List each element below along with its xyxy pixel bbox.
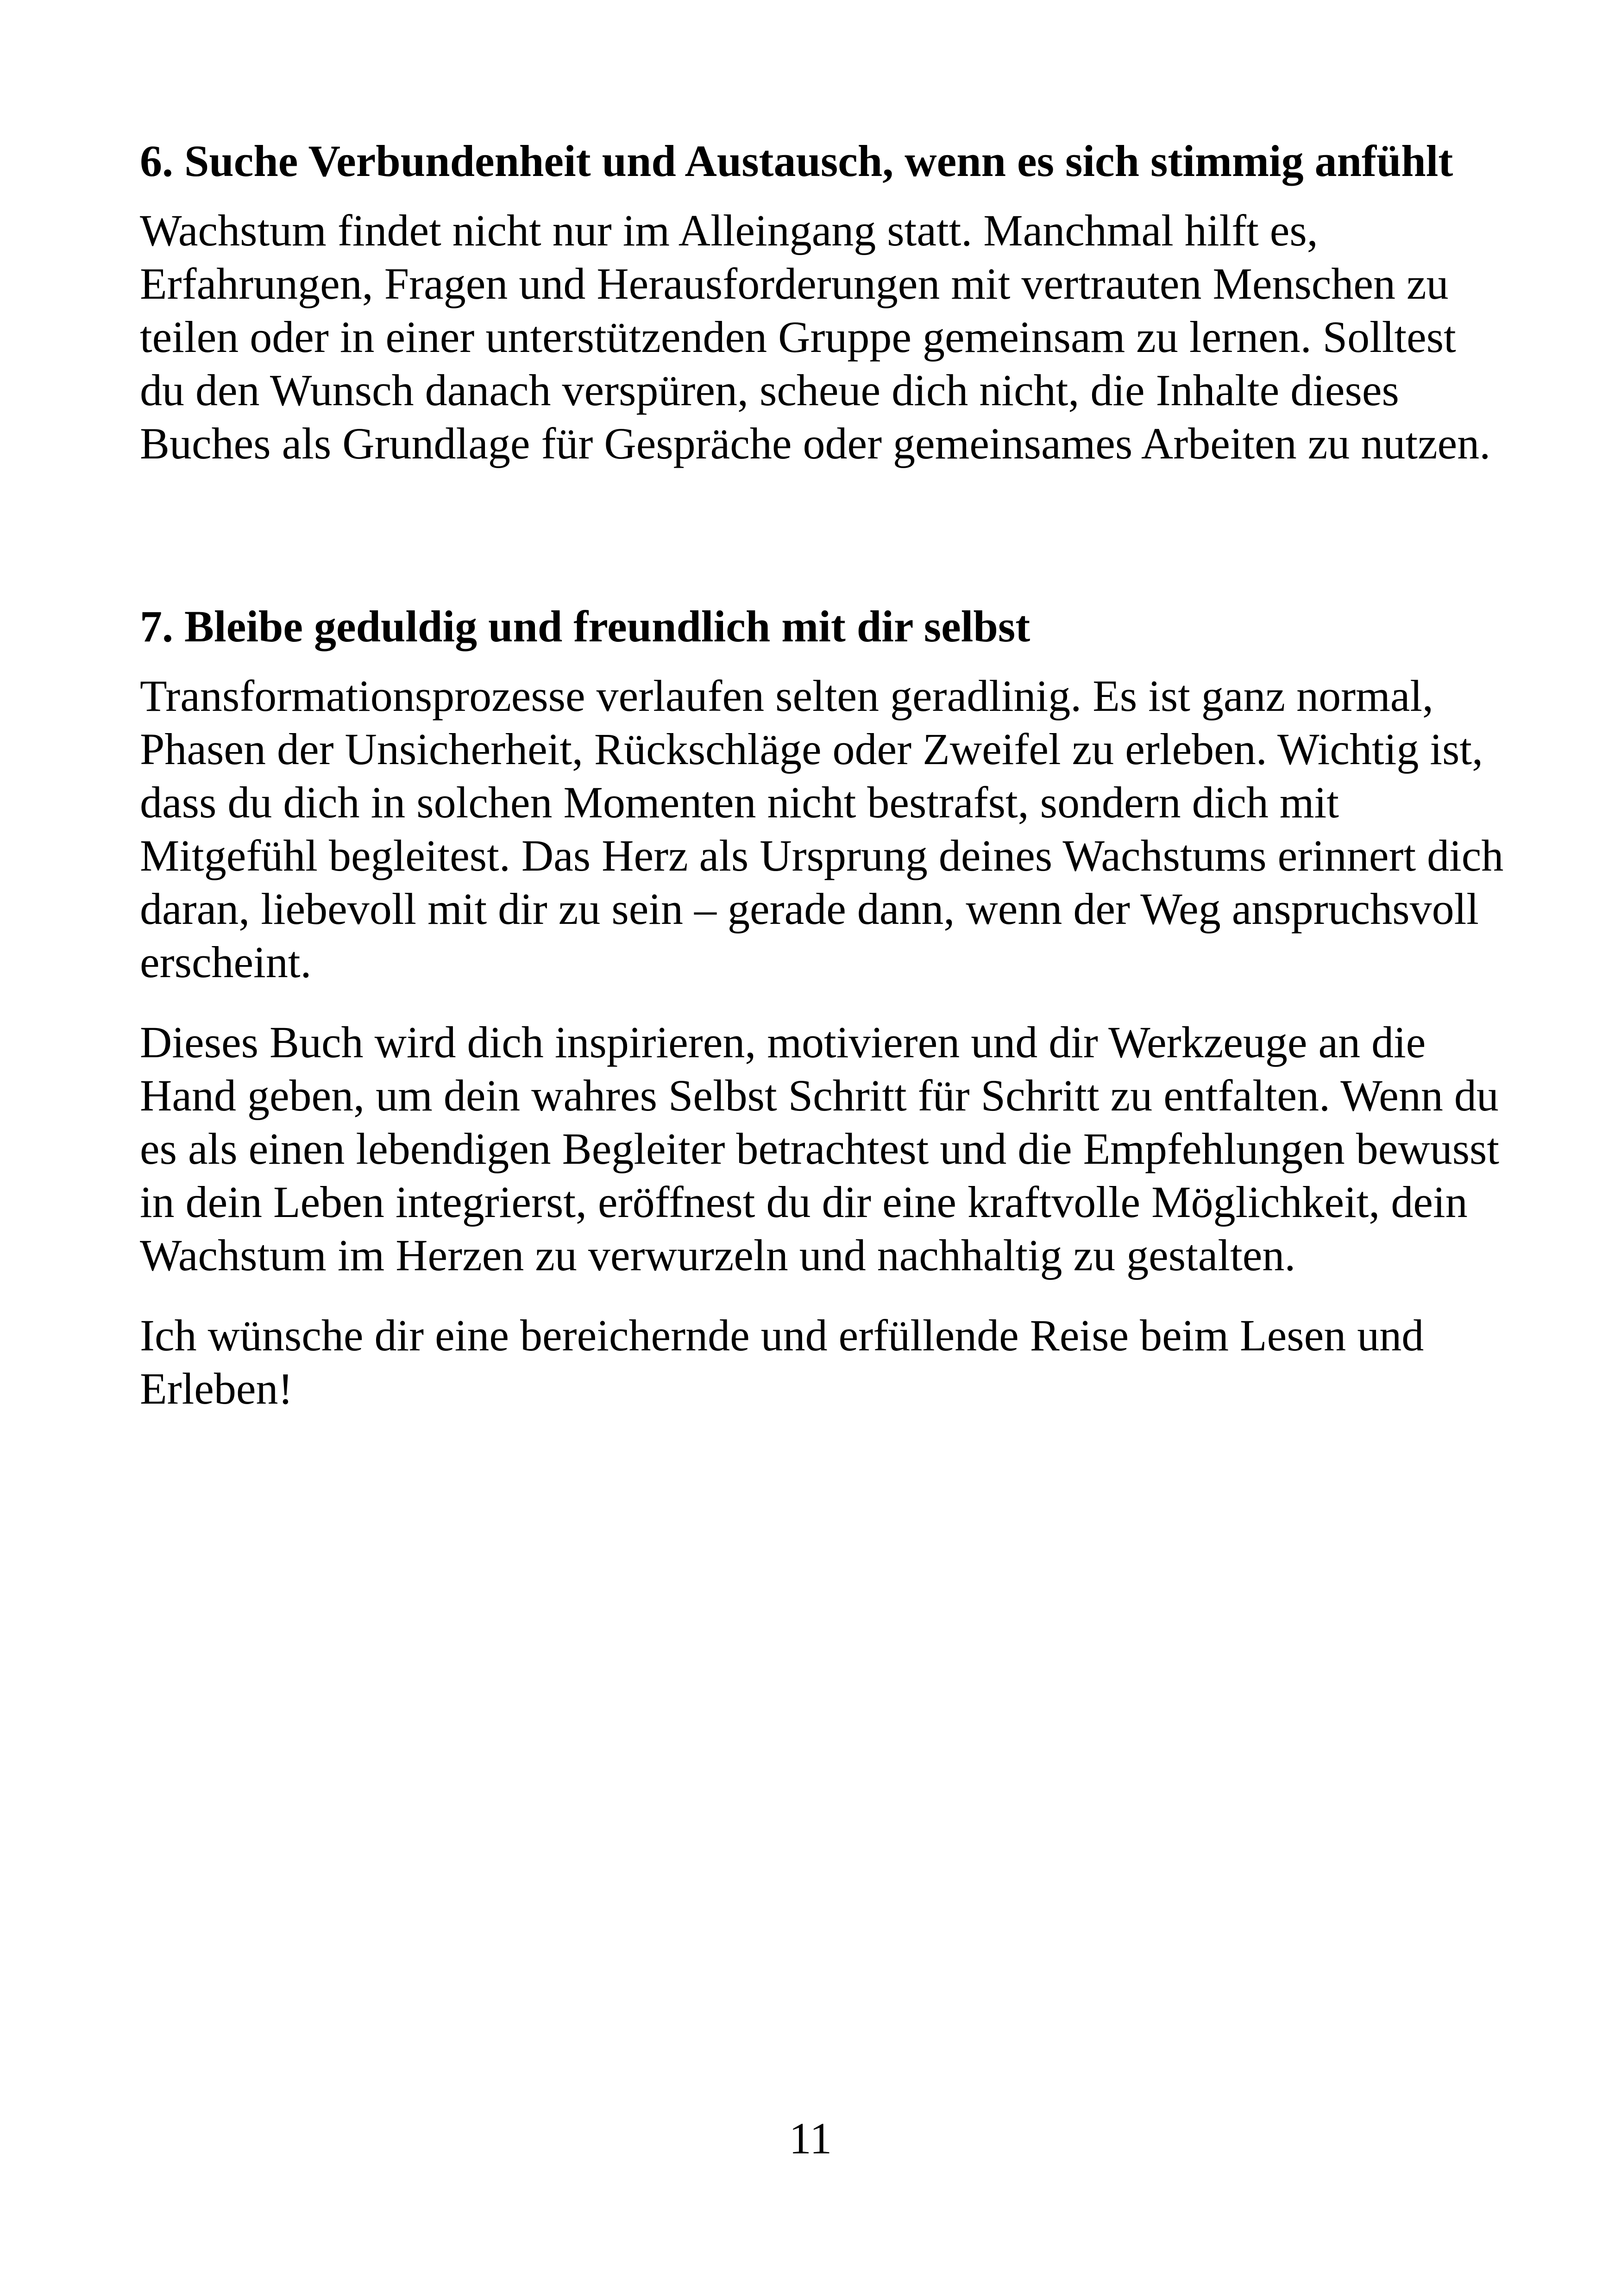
body-paragraph: Wachstum findet nicht nur im Alleingang statt. Manchmal hilft es, Erfahrungen, Fragen und Herausforderungen mit vertrauten Menschen zu teilen oder in einer unterstützenden Gruppe gemeinsam zu lernen. Solltest du den Wunsch danach verspüren, scheue dich nicht, die Inhalte dieses Buches als Grundlage für Gespräche oder gemeinsames Arbeiten zu nutzen. bbox=[140, 206, 1491, 468]
section-heading: 7. Bleibe geduldig und freundlich mit dir selbst bbox=[140, 602, 1030, 651]
body-paragraph: Transformationsprozesse verlaufen selten geradlinig. Es ist ganz normal, Phasen der Unsicherheit, Rückschläge oder Zweifel zu erleben. Wichtig ist, dass du dich in solchen Momenten nicht bestrafst, sondern dich mit Mitgefühl begleitest. Das Herz als Ursprung deines Wachstums erinnert dich daran, liebevoll mit dir zu sein – gerade dann, wenn der Weg anspruchsvoll erscheint. bbox=[140, 671, 1504, 987]
body-paragraph: Dieses Buch wird dich inspirieren, motivieren und dir Werkzeuge an die Hand geben, um dein wahres Selbst Schritt für Schritt zu entfalten. Wenn du es als einen lebendigen Begleiter betrachtest und die Empfehlungen bewusst in dein Leben integrierst, eröffnest du dir eine kraftvolle Möglichkeit, dein Wachstum im Herzen zu verwurzeln und nachhaltig zu gestalten. bbox=[140, 1017, 1500, 1280]
section-6 bbox=[140, 134, 1506, 470]
page-content bbox=[140, 134, 1506, 1415]
body-paragraph: Ich wünsche dir eine bereichernde und erfüllende Reise beim Lesen und Erleben! bbox=[140, 1311, 1424, 1413]
section-heading: 6. Suche Verbundenheit und Austausch, wenn es sich stimmig anfühlt bbox=[140, 136, 1453, 186]
section-7 bbox=[140, 600, 1506, 1415]
page-number: 11 bbox=[789, 2114, 832, 2163]
